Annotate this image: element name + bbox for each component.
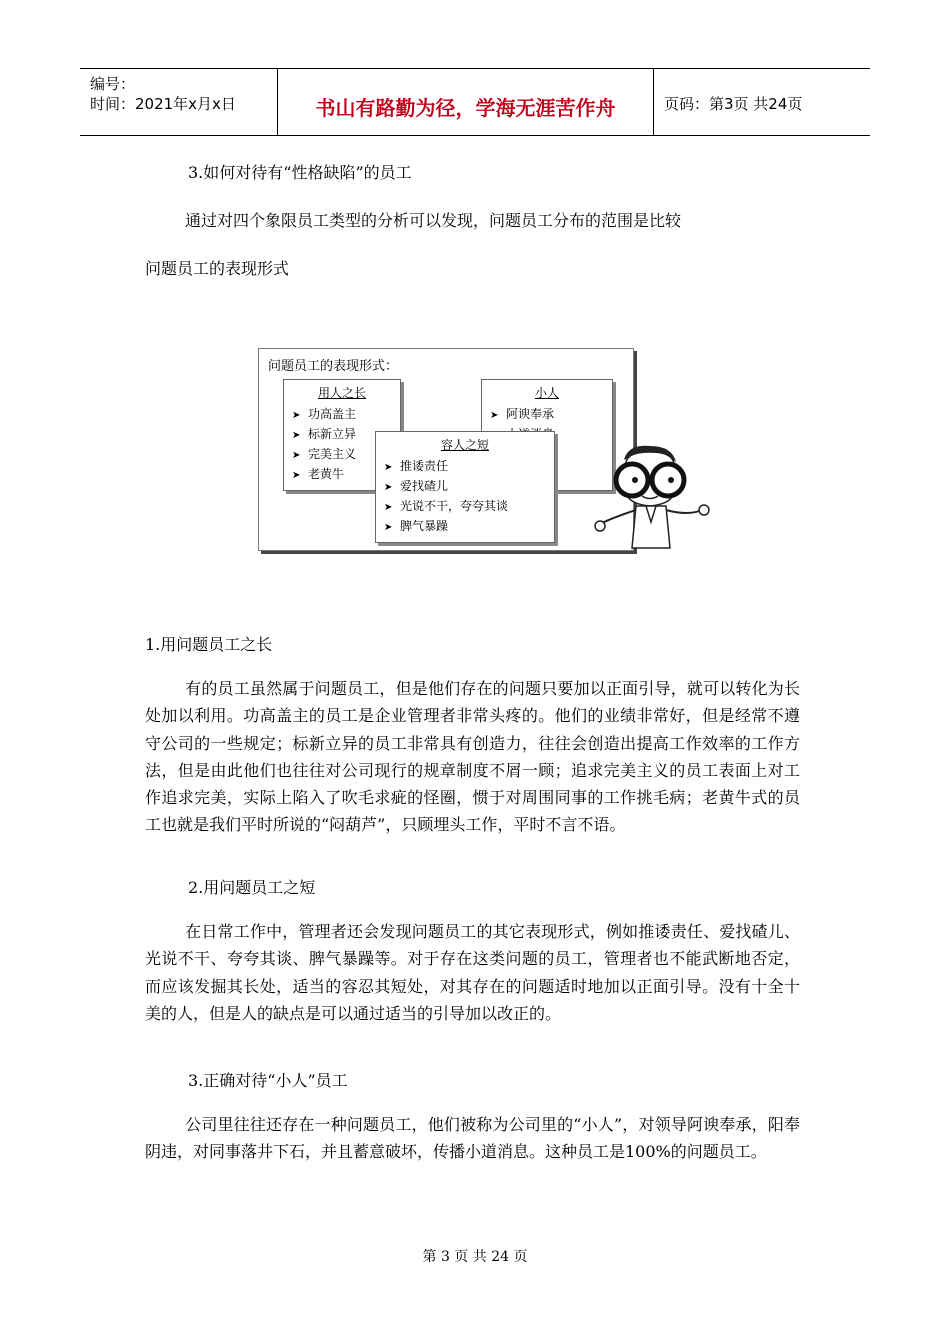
list-item: ➤ 功高盖主 [292, 404, 400, 424]
paragraph-use-strengths: 有的员工虽然属于问题员工，但是他们存在的问题只要加以正面引导，就可以转化为长处加以利用。功高盖主的员工是企业管理者非常头疼的。他们的业绩非常好，但是经常不遵守公司的一些规定；标新立异的员工非常具有创造力，往往会创造出提高工作效率的工作方法，但是由此他们也往往对公司现行的规章制度不屑一顾；追求完美主义的员工表面上对工作追求完美，实际上陷入了吹毛求疵的怪圈，惯于对周围同事的工作挑毛病；老黄牛式的员工也就是我们平时所说的“闷葫芦”，只顾埋头工作，平时不言不语。 [145, 679, 800, 835]
box-tolerate-weaknesses [375, 431, 555, 543]
arrow-icon: ➤ [490, 410, 499, 421]
header-motto-cell [278, 69, 654, 136]
arrow-icon: ➤ [292, 450, 301, 461]
arrow-icon: ➤ [384, 502, 393, 513]
page-header [80, 68, 870, 136]
arrow-icon: ➤ [292, 430, 301, 441]
paragraph-petty-employees: 公司里往往还存在一种问题员工，他们被称为公司里的“小人”，对领导阿谀奉承，阳奉阴违，对同事落井下石，并且蓄意破坏，传播小道消息。这种员工是100%的问题员工。 [145, 1115, 800, 1162]
list-item: ➤ 阿谀奉承 [490, 404, 612, 424]
arrow-icon: ➤ [384, 522, 393, 533]
header-page-cell [654, 69, 870, 136]
heading-use-strengths: 1.用问题员工之长 [145, 635, 273, 654]
doc-number-label: 编号： [90, 75, 136, 93]
list-item: ➤ 推诿责任 [384, 456, 554, 476]
section-heading: 3.如何对待有“性格缺陷”的员工 [188, 163, 412, 182]
list-item: ➤ 老黄牛 [292, 464, 400, 484]
intro-sentence: 通过对四个象限员工类型的分析可以发现，问题员工分布的范围是比较 [185, 211, 682, 230]
arrow-icon: ➤ [384, 482, 393, 493]
problem-employee-figure [258, 348, 714, 553]
arrow-icon: ➤ [384, 462, 393, 473]
paragraph-use-weaknesses: 在日常工作中，管理者还会发现问题员工的其它表现形式，例如推诿责任、爱找碴儿、光说不干、夸夸其谈、脾气暴躁等。对于存在这类问题的员工，管理者也不能武断地否定，而应该发掘其长处，适当的容忍其短处，对其存在的问题适时地加以正面引导。没有十全十美的人，但是人的缺点是可以通过适当的引导加以改正的。 [145, 922, 800, 1023]
doc-time-label: 时间：2021年x月x日 [90, 95, 236, 113]
heading-petty-employees: 3.正确对待“小人”员工 [188, 1071, 348, 1090]
figure-title: 问题员工的表现形式： [268, 359, 399, 374]
box-title: 容人之短 [440, 438, 489, 452]
box-title: 用人之长 [317, 386, 366, 400]
cartoon-man-icon [588, 438, 714, 553]
list-item: ➤ 脾气暴躁 [384, 516, 554, 536]
list-item: ➤ 标新立异 [292, 424, 400, 444]
list-item: ➤ 爱找碴儿 [384, 476, 554, 496]
heading-use-weaknesses: 2.用问题员工之短 [188, 878, 316, 897]
subsection-heading: 问题员工的表现形式 [145, 259, 290, 278]
header-motto: 书山有路勤为径，学海无涯苦作舟 [315, 96, 616, 120]
list-item: ➤ 光说不干，夸夸其谈 [384, 496, 554, 516]
arrow-icon: ➤ [292, 470, 301, 481]
header-meta-cell [80, 69, 278, 136]
box-title: 小人 [534, 386, 559, 400]
figure-frame [258, 348, 634, 551]
list-item: ➤ 完美主义 [292, 444, 400, 464]
header-page-number: 页码：第3页 共24页 [664, 95, 803, 113]
page-footer: 第 3 页 共 24 页 [422, 1249, 528, 1265]
arrow-icon: ➤ [292, 410, 301, 421]
